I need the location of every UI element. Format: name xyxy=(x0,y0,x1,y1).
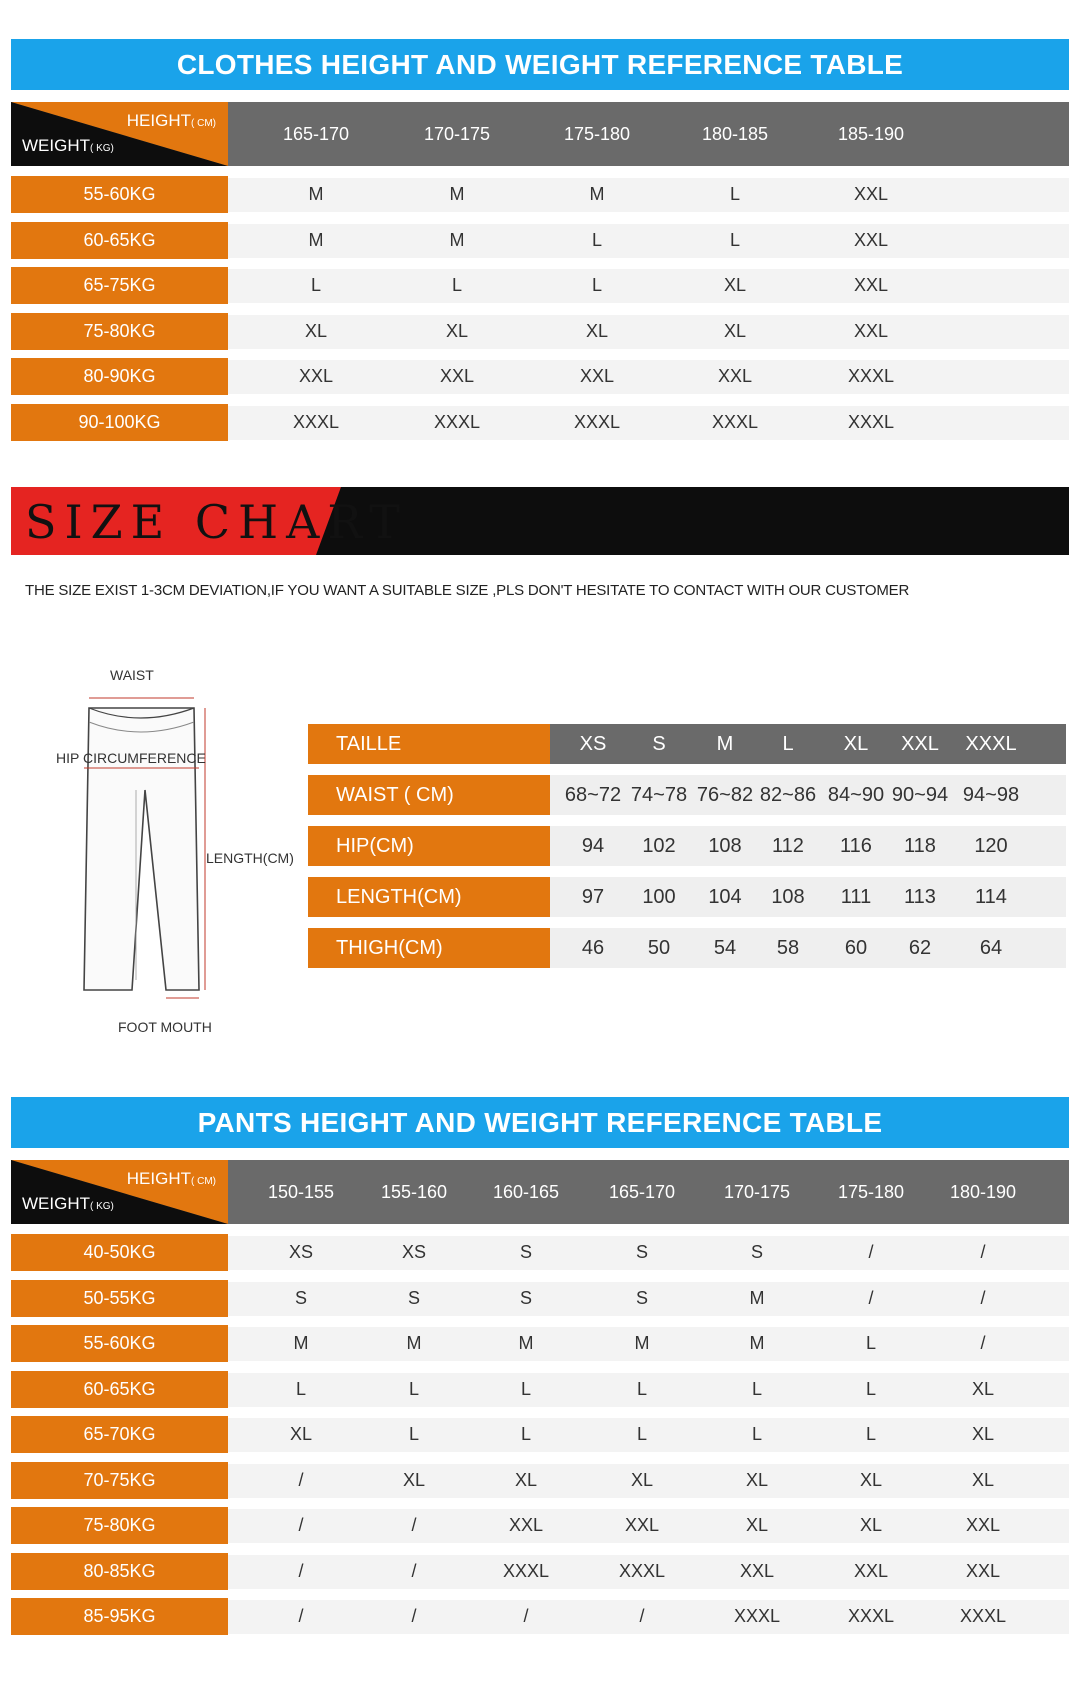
size-cell: M xyxy=(293,1333,309,1353)
measurement-value: 111 xyxy=(840,885,872,908)
size-cell: XXL xyxy=(624,1515,660,1535)
size-cell: M xyxy=(449,184,465,204)
size-cell: XXL xyxy=(853,275,889,295)
measurement-value: 82~86 xyxy=(759,783,817,806)
weight-label: WEIGHT xyxy=(22,136,90,155)
measurement-value: 114 xyxy=(975,885,1007,908)
foot-mouth-label: FOOT MOUTH xyxy=(118,1019,212,1035)
measurement-value: 94~98 xyxy=(962,783,1020,806)
size-cell: XXXL xyxy=(711,411,759,432)
measurement-label: HIP(CM) xyxy=(308,826,550,866)
size-cell: L xyxy=(591,229,602,250)
size-cell: L xyxy=(408,1378,419,1399)
length-label: LENGTH(CM) xyxy=(206,850,294,866)
measurement-value: 46 xyxy=(581,936,605,959)
size-cell: / xyxy=(523,1606,529,1626)
height-unit: ( CM) xyxy=(191,118,216,129)
size-cell: L xyxy=(520,1378,531,1399)
size-cell: XXXL xyxy=(847,1606,895,1626)
measure-header-row xyxy=(308,724,1066,764)
measurement-value: 76~82 xyxy=(696,783,754,806)
size-column-header: L xyxy=(782,732,794,755)
size-cell: XXL xyxy=(853,320,889,341)
weight-unit: ( KG) xyxy=(90,1201,114,1212)
size-column-header: M xyxy=(716,732,734,755)
size-cell: L xyxy=(865,1424,876,1444)
weight-range-label: 60-65KG xyxy=(11,222,228,259)
size-cell: L xyxy=(636,1378,647,1399)
table-row xyxy=(11,1598,1069,1635)
size-cell: XXL xyxy=(739,1560,775,1581)
size-cell: L xyxy=(865,1378,876,1399)
table-row xyxy=(11,1507,1069,1544)
measurement-value: 120 xyxy=(974,834,1008,857)
height-unit: ( CM) xyxy=(191,1176,216,1187)
size-cell: / xyxy=(980,1242,986,1262)
height-column-header: 175-180 xyxy=(837,1181,905,1202)
size-cell: S xyxy=(294,1287,307,1308)
size-cell: XXXL xyxy=(433,411,481,432)
clothes-table-title: CLOTHES HEIGHT AND WEIGHT REFERENCE TABLE xyxy=(11,39,1069,90)
weight-range-label: 65-75KG xyxy=(11,267,228,304)
size-cell: M xyxy=(589,184,605,204)
height-column-header: 180-190 xyxy=(949,1181,1017,1202)
clothes-table-header xyxy=(11,102,1069,166)
weight-range-label: 70-75KG xyxy=(11,1462,228,1499)
size-cell: XL xyxy=(859,1515,883,1535)
size-column-header: XS xyxy=(579,732,607,755)
size-cell: S xyxy=(519,1287,532,1308)
size-cell: M xyxy=(449,229,465,250)
measurement-value: 74~78 xyxy=(630,783,688,806)
measurement-value: 84~90 xyxy=(827,783,885,806)
size-cell: XXXL xyxy=(847,411,895,432)
size-cell: XXL xyxy=(853,184,889,204)
size-cell: / xyxy=(639,1606,645,1626)
table-row xyxy=(11,1553,1069,1590)
size-cell: XL xyxy=(859,1469,883,1490)
height-label: HEIGHT xyxy=(126,1169,191,1188)
measurement-value: 62 xyxy=(908,936,932,959)
size-cell: XXXL xyxy=(959,1606,1007,1626)
size-cell: XXXL xyxy=(292,411,340,432)
measurement-label: LENGTH(CM) xyxy=(308,877,550,917)
size-column-header: XXL xyxy=(901,732,939,755)
size-cell: S xyxy=(519,1242,532,1262)
height-column-header: 185-190 xyxy=(837,123,905,144)
pants-table-header xyxy=(11,1160,1069,1224)
size-cell: XXL xyxy=(298,366,334,386)
size-cell: / xyxy=(298,1606,304,1626)
measurement-value: 58 xyxy=(776,936,800,959)
height-column-header: 165-170 xyxy=(608,1181,676,1202)
size-cell: XXL xyxy=(717,366,753,386)
size-cell: / xyxy=(411,1606,417,1626)
size-cell: M xyxy=(518,1333,534,1353)
measurement-row xyxy=(308,826,1066,866)
size-deviation-note: THE SIZE EXIST 1-3CM DEVIATION,IF YOU WANT A SUITABLE SIZE ,PLS DON'T HESITATE TO CONTACT WITH OUR CUSTOMER xyxy=(25,582,910,599)
size-cell: S xyxy=(407,1287,420,1308)
measurement-value: 104 xyxy=(708,885,742,908)
weight-range-label: 75-80KG xyxy=(11,1507,228,1544)
size-cell: L xyxy=(729,229,740,250)
size-cell: L xyxy=(451,275,462,295)
height-column-header: 160-165 xyxy=(492,1181,560,1202)
table-row xyxy=(11,1280,1069,1317)
size-cell: S xyxy=(750,1242,763,1262)
size-cell: / xyxy=(298,1469,304,1490)
size-cell: L xyxy=(865,1333,876,1353)
taille-label: TAILLE xyxy=(308,724,550,764)
size-cell: M xyxy=(749,1333,765,1353)
measurement-value: 90~94 xyxy=(891,783,949,806)
size-cell: XXXL xyxy=(573,411,621,432)
hip-label: HIP CIRCUMFERENCE xyxy=(56,750,206,766)
measurement-value: 97 xyxy=(581,885,605,908)
size-cell: / xyxy=(298,1560,304,1581)
height-column-header: 150-155 xyxy=(267,1181,335,1202)
measurement-label: WAIST ( CM) xyxy=(308,775,550,815)
height-column-header: 170-175 xyxy=(423,123,491,144)
size-cell: L xyxy=(310,275,321,295)
size-column-header: S xyxy=(652,732,666,755)
weight-range-label: 75-80KG xyxy=(11,313,228,350)
weight-label: WEIGHT xyxy=(22,1194,90,1213)
size-cell: M xyxy=(308,184,324,204)
size-cell: XXXL xyxy=(733,1606,781,1626)
measurement-value: 102 xyxy=(642,834,676,857)
size-cell: XXL xyxy=(508,1515,544,1535)
measurement-value: 60 xyxy=(844,936,868,959)
measurement-value: 118 xyxy=(904,834,936,857)
size-cell: / xyxy=(298,1515,304,1535)
size-cell: L xyxy=(591,275,602,295)
waist-label: WAIST xyxy=(110,667,154,683)
height-column-header: 180-185 xyxy=(701,123,769,144)
size-chart-banner xyxy=(11,487,1069,555)
size-cell: XS xyxy=(401,1242,426,1262)
measurement-value: 112 xyxy=(772,834,804,857)
size-cell: L xyxy=(636,1424,647,1444)
weight-range-label: 90-100KG xyxy=(11,404,228,441)
measurement-value: 113 xyxy=(904,885,936,908)
height-column-header: 170-175 xyxy=(723,1181,791,1202)
table-row xyxy=(11,1234,1069,1271)
size-cell: XL xyxy=(971,1378,995,1399)
measurement-value: 94 xyxy=(581,834,605,857)
size-cell: XL xyxy=(289,1424,313,1444)
measurement-value: 50 xyxy=(647,936,671,959)
size-cell: L xyxy=(729,184,740,204)
size-cell: L xyxy=(751,1378,762,1399)
size-cell: L xyxy=(408,1424,419,1444)
size-cell: / xyxy=(411,1560,417,1581)
weight-range-label: 65-70KG xyxy=(11,1416,228,1453)
size-cell: M xyxy=(634,1333,650,1353)
pants-header-corner xyxy=(11,1160,228,1224)
table-row xyxy=(11,1325,1069,1362)
measurement-row xyxy=(308,877,1066,917)
size-cell: S xyxy=(635,1287,648,1308)
table-row xyxy=(11,313,1069,350)
weight-range-label: 50-55KG xyxy=(11,1280,228,1317)
table-row xyxy=(11,1371,1069,1408)
height-column-header: 155-160 xyxy=(380,1181,448,1202)
size-cell: XL xyxy=(514,1469,538,1490)
table-row xyxy=(11,358,1069,395)
table-row xyxy=(11,176,1069,213)
size-cell: / xyxy=(411,1515,417,1535)
height-column-header: 175-180 xyxy=(563,123,631,144)
size-cell: XXXL xyxy=(618,1560,666,1581)
measurement-label: THIGH(CM) xyxy=(308,928,550,968)
size-column-header: XXXL xyxy=(965,732,1017,755)
table-row xyxy=(11,1416,1069,1453)
table-row xyxy=(11,404,1069,441)
size-cell: L xyxy=(295,1378,306,1399)
weight-range-label: 55-60KG xyxy=(11,1325,228,1362)
size-cell: XL xyxy=(445,320,469,341)
size-cell: XL xyxy=(723,320,747,341)
size-cell: XL xyxy=(630,1469,654,1490)
size-cell: L xyxy=(520,1424,531,1444)
size-cell: M xyxy=(749,1287,765,1308)
size-cell: XL xyxy=(304,320,328,341)
size-cell: XL xyxy=(402,1469,426,1490)
size-cell: XL xyxy=(723,275,747,295)
size-cell: XXXL xyxy=(847,366,895,386)
size-cell: / xyxy=(868,1287,874,1308)
size-cell: / xyxy=(868,1242,874,1262)
size-column-header: XL xyxy=(843,732,869,755)
measurement-value: 108 xyxy=(708,834,742,857)
size-cell: XL xyxy=(745,1469,769,1490)
size-cell: L xyxy=(751,1424,762,1444)
size-cell: XXXL xyxy=(502,1560,550,1581)
weight-range-label: 80-85KG xyxy=(11,1553,228,1590)
weight-unit: ( KG) xyxy=(90,143,114,154)
size-cell: M xyxy=(308,229,324,250)
measurement-row xyxy=(308,928,1066,968)
size-cell: S xyxy=(635,1242,648,1262)
size-cell: XXL xyxy=(579,366,615,386)
weight-range-label: 40-50KG xyxy=(11,1234,228,1271)
table-row xyxy=(11,1462,1069,1499)
size-cell: XXL xyxy=(853,229,889,250)
measurement-value: 108 xyxy=(771,885,805,908)
measurement-value: 68~72 xyxy=(564,783,622,806)
measurement-row xyxy=(308,775,1066,815)
weight-range-label: 55-60KG xyxy=(11,176,228,213)
size-cell: / xyxy=(980,1333,986,1353)
size-cell: / xyxy=(980,1287,986,1308)
pants-table-title: PANTS HEIGHT AND WEIGHT REFERENCE TABLE xyxy=(11,1097,1069,1148)
measurement-value: 116 xyxy=(840,834,872,857)
height-label: HEIGHT xyxy=(126,111,191,130)
table-row xyxy=(11,222,1069,259)
measurement-value: 54 xyxy=(713,936,737,959)
measurement-value: 100 xyxy=(642,885,676,908)
measurement-value: 64 xyxy=(979,936,1003,959)
table-row xyxy=(11,267,1069,304)
size-cell: XXL xyxy=(965,1515,1001,1535)
weight-range-label: 80-90KG xyxy=(11,358,228,395)
size-cell: XL xyxy=(971,1424,995,1444)
size-cell: XS xyxy=(288,1242,313,1262)
size-cell: XXL xyxy=(965,1560,1001,1581)
weight-range-label: 60-65KG xyxy=(11,1371,228,1408)
size-cell: XXL xyxy=(439,366,475,386)
weight-range-label: 85-95KG xyxy=(11,1598,228,1635)
size-cell: XL xyxy=(585,320,609,341)
size-cell: XXL xyxy=(853,1560,889,1581)
size-chart-title: SIZE CHART xyxy=(25,495,408,549)
clothes-header-corner xyxy=(11,102,228,166)
size-cell: XL xyxy=(971,1469,995,1490)
size-cell: XL xyxy=(745,1515,769,1535)
size-cell: M xyxy=(406,1333,422,1353)
height-column-header: 165-170 xyxy=(282,123,350,144)
